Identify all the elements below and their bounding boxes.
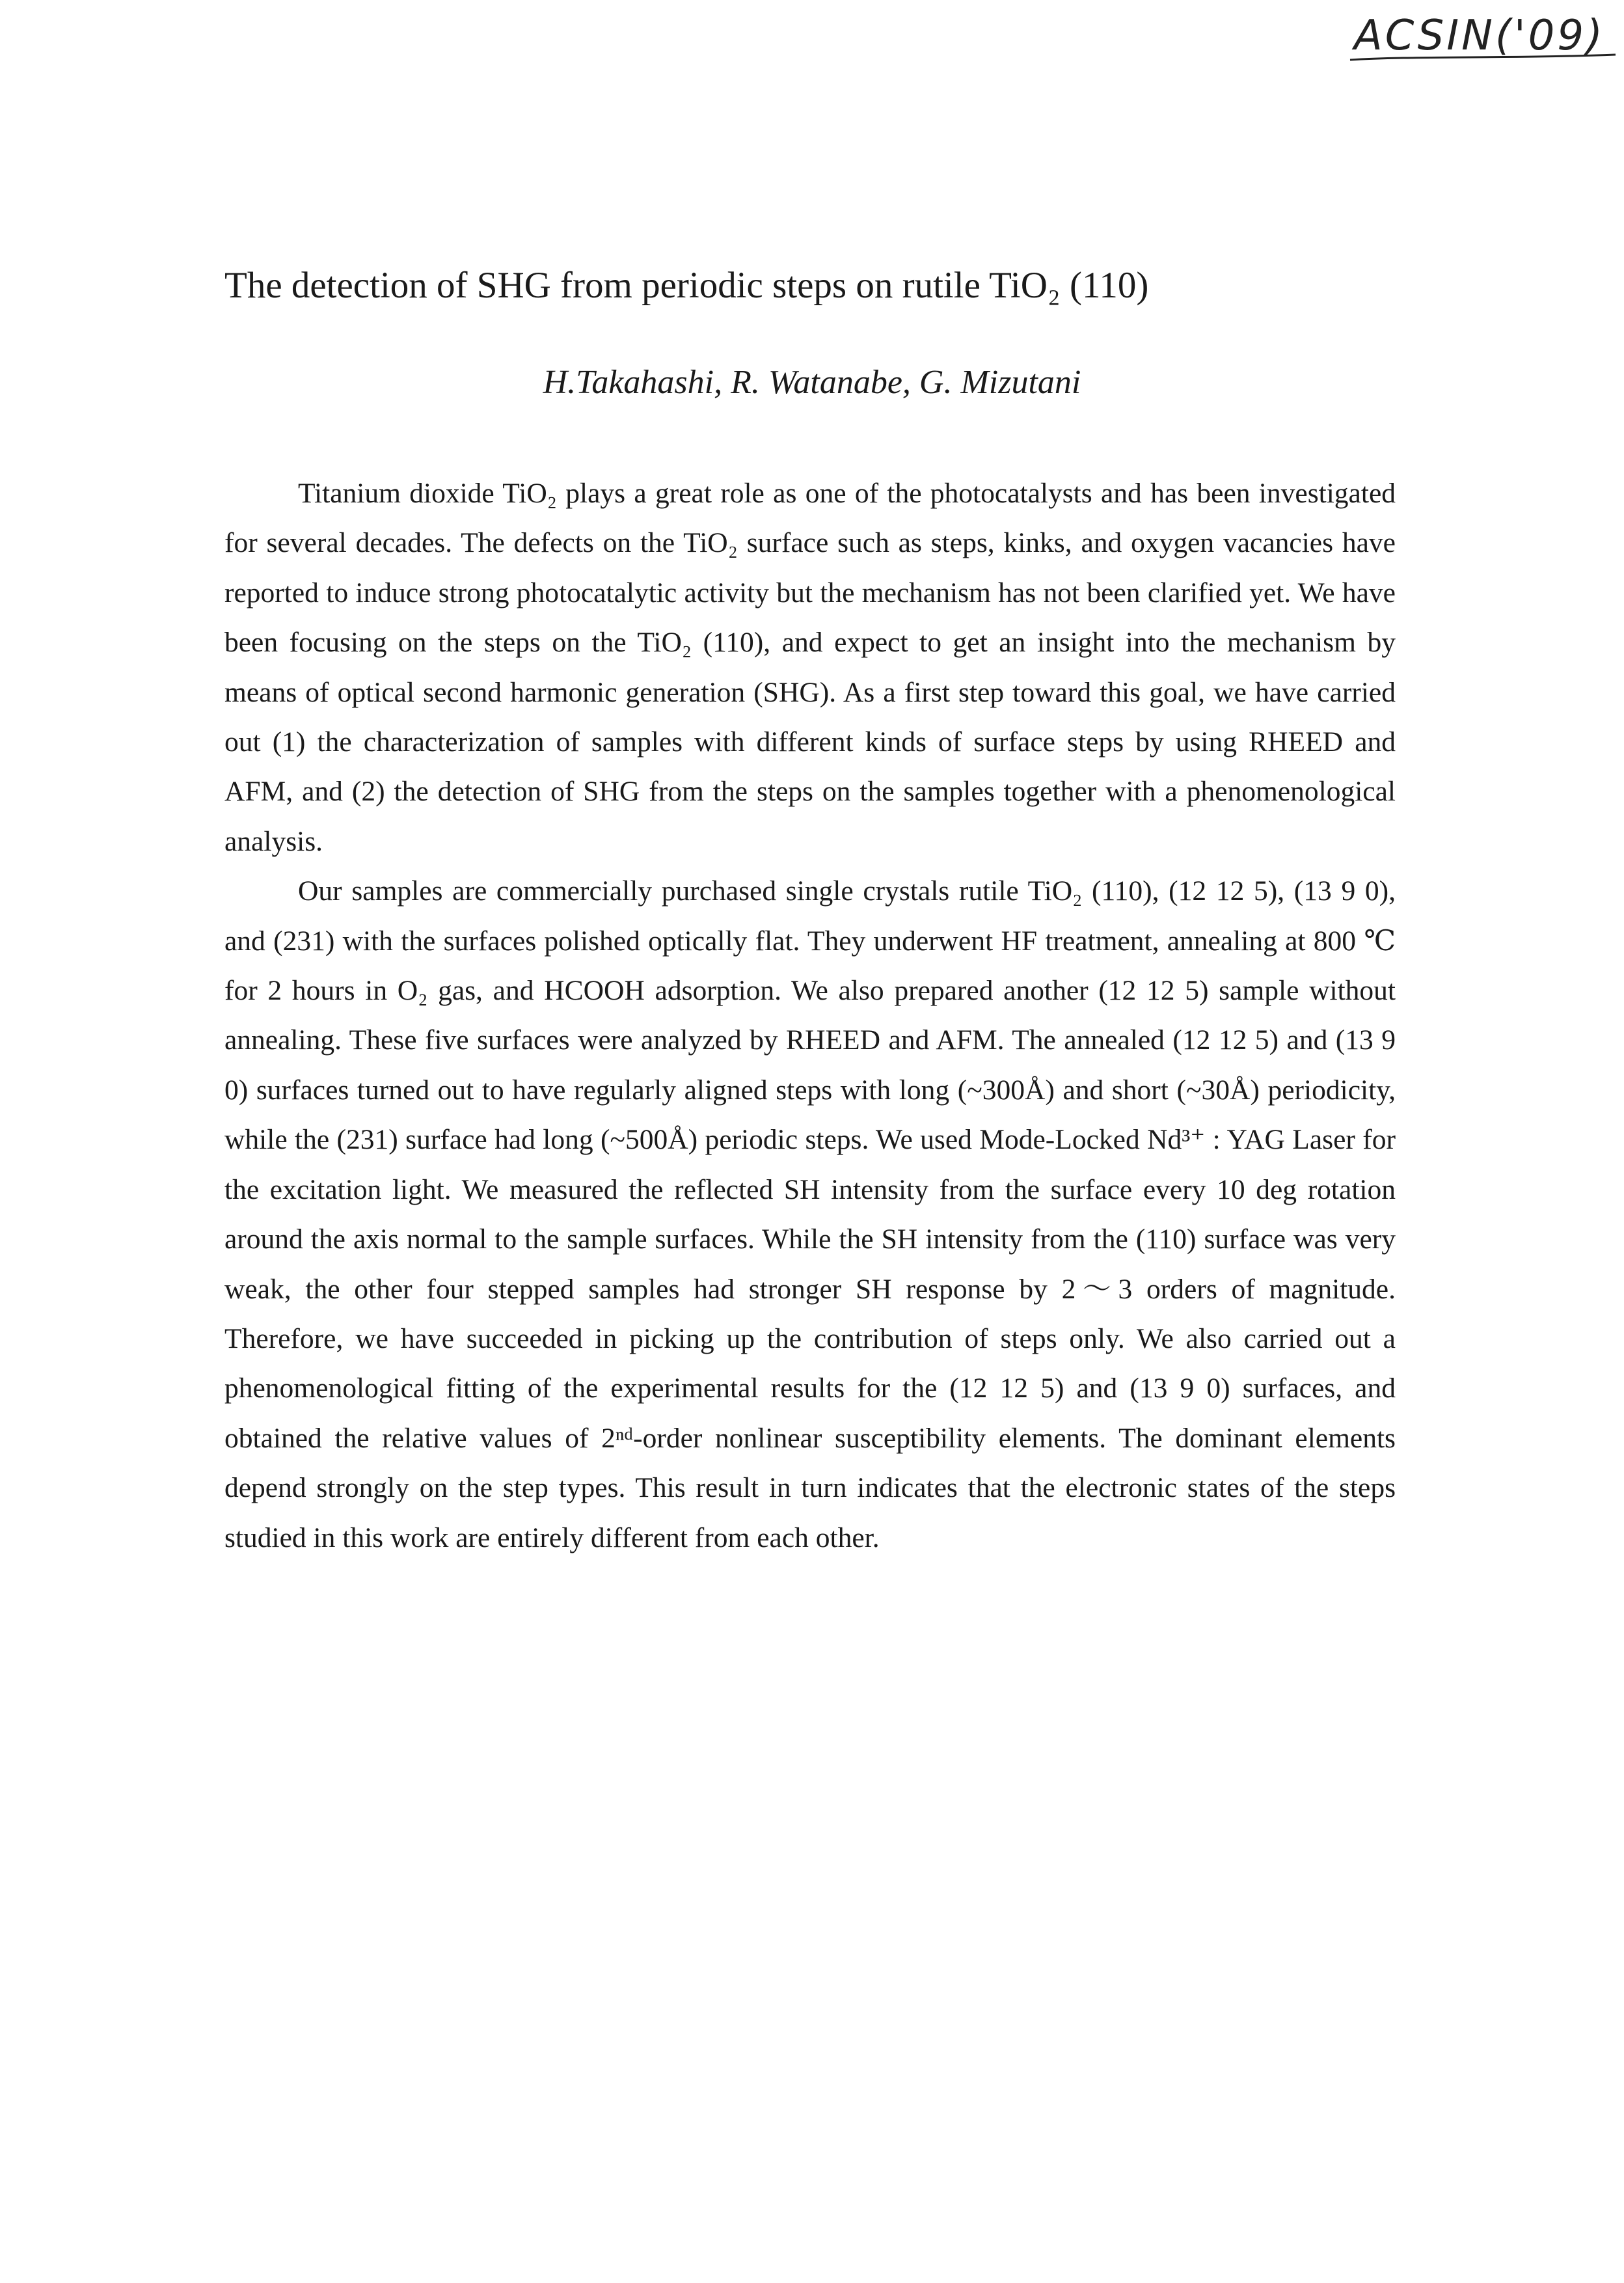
abstract-paragraph-2: Our samples are commercially purchased single crystals rutile TiO₂ (110), (12 12 5), (13 9 0), and (231) with the surfaces polished optically flat. They underwent HF treatment, annealing at 800 ℃ for 2 hours in O₂ gas, and HCOOH adsorption. We also prepared another (12 12 5) sample without annealing. These five surfaces were analyzed by RHEED and AFM. The annealed (12 12 5) and (13 9 0) surfaces turned out to have regularly aligned steps with long (~300Å) and short (~30Å) periodicity, while the (231) surface had long (~500Å) periodic steps. We used Mode-Locked Nd³⁺ : YAG Laser for the excitation light. We measured the reflected SH intensity from the surface every 10 deg rotation around the axis normal to the sample surfaces. While the SH intensity from the (110) surface was very weak, the other four stepped samples had stronger SH response by 2～3 orders of magnitude. Therefore, we have succeeded in picking up the contribution of steps only. We also carried out a phenomenological fitting of the experimental results for the (12 12 5) and (13 9 0) surfaces, and obtained the relative values of 2ⁿᵈ-order nonlinear susceptibility elements. The dominant elements depend strongly on the step types. This result in turn indicates that the electronic states of the steps studied in this work are entirely different from each other.	[224, 875, 1396, 1553]
abstract-paragraph-1: Titanium dioxide TiO₂ plays a great role as one of the photocatalysts and has been investigated for several decades. The defects on the TiO₂ surface such as steps, kinks, and oxygen vacancies have reported to induce strong photocatalytic activity but the mechanism has not been clarified yet. We have been focusing on the steps on the TiO₂ (110), and expect to get an insight into the mechanism by means of optical second harmonic generation (SHG). As a first step toward this goal, we have carried out (1) the characterization of samples with different kinds of surface steps by using RHEED and AFM, and (2) the detection of SHG from the steps on the samples together with a phenomenological analysis.	[224, 478, 1396, 857]
handwritten-note-drawing	[1350, 7, 1617, 72]
paper-title: The detection of SHG from periodic steps on rutile TiO₂ (110)	[224, 265, 1149, 306]
abstract-body	[224, 469, 1396, 1563]
handwritten-note-text: ACSIN('09)	[1354, 12, 1605, 60]
handwritten-note	[1350, 7, 1617, 72]
author-list: H.Takahashi, R. Watanabe, G. Mizutani	[543, 364, 1081, 401]
